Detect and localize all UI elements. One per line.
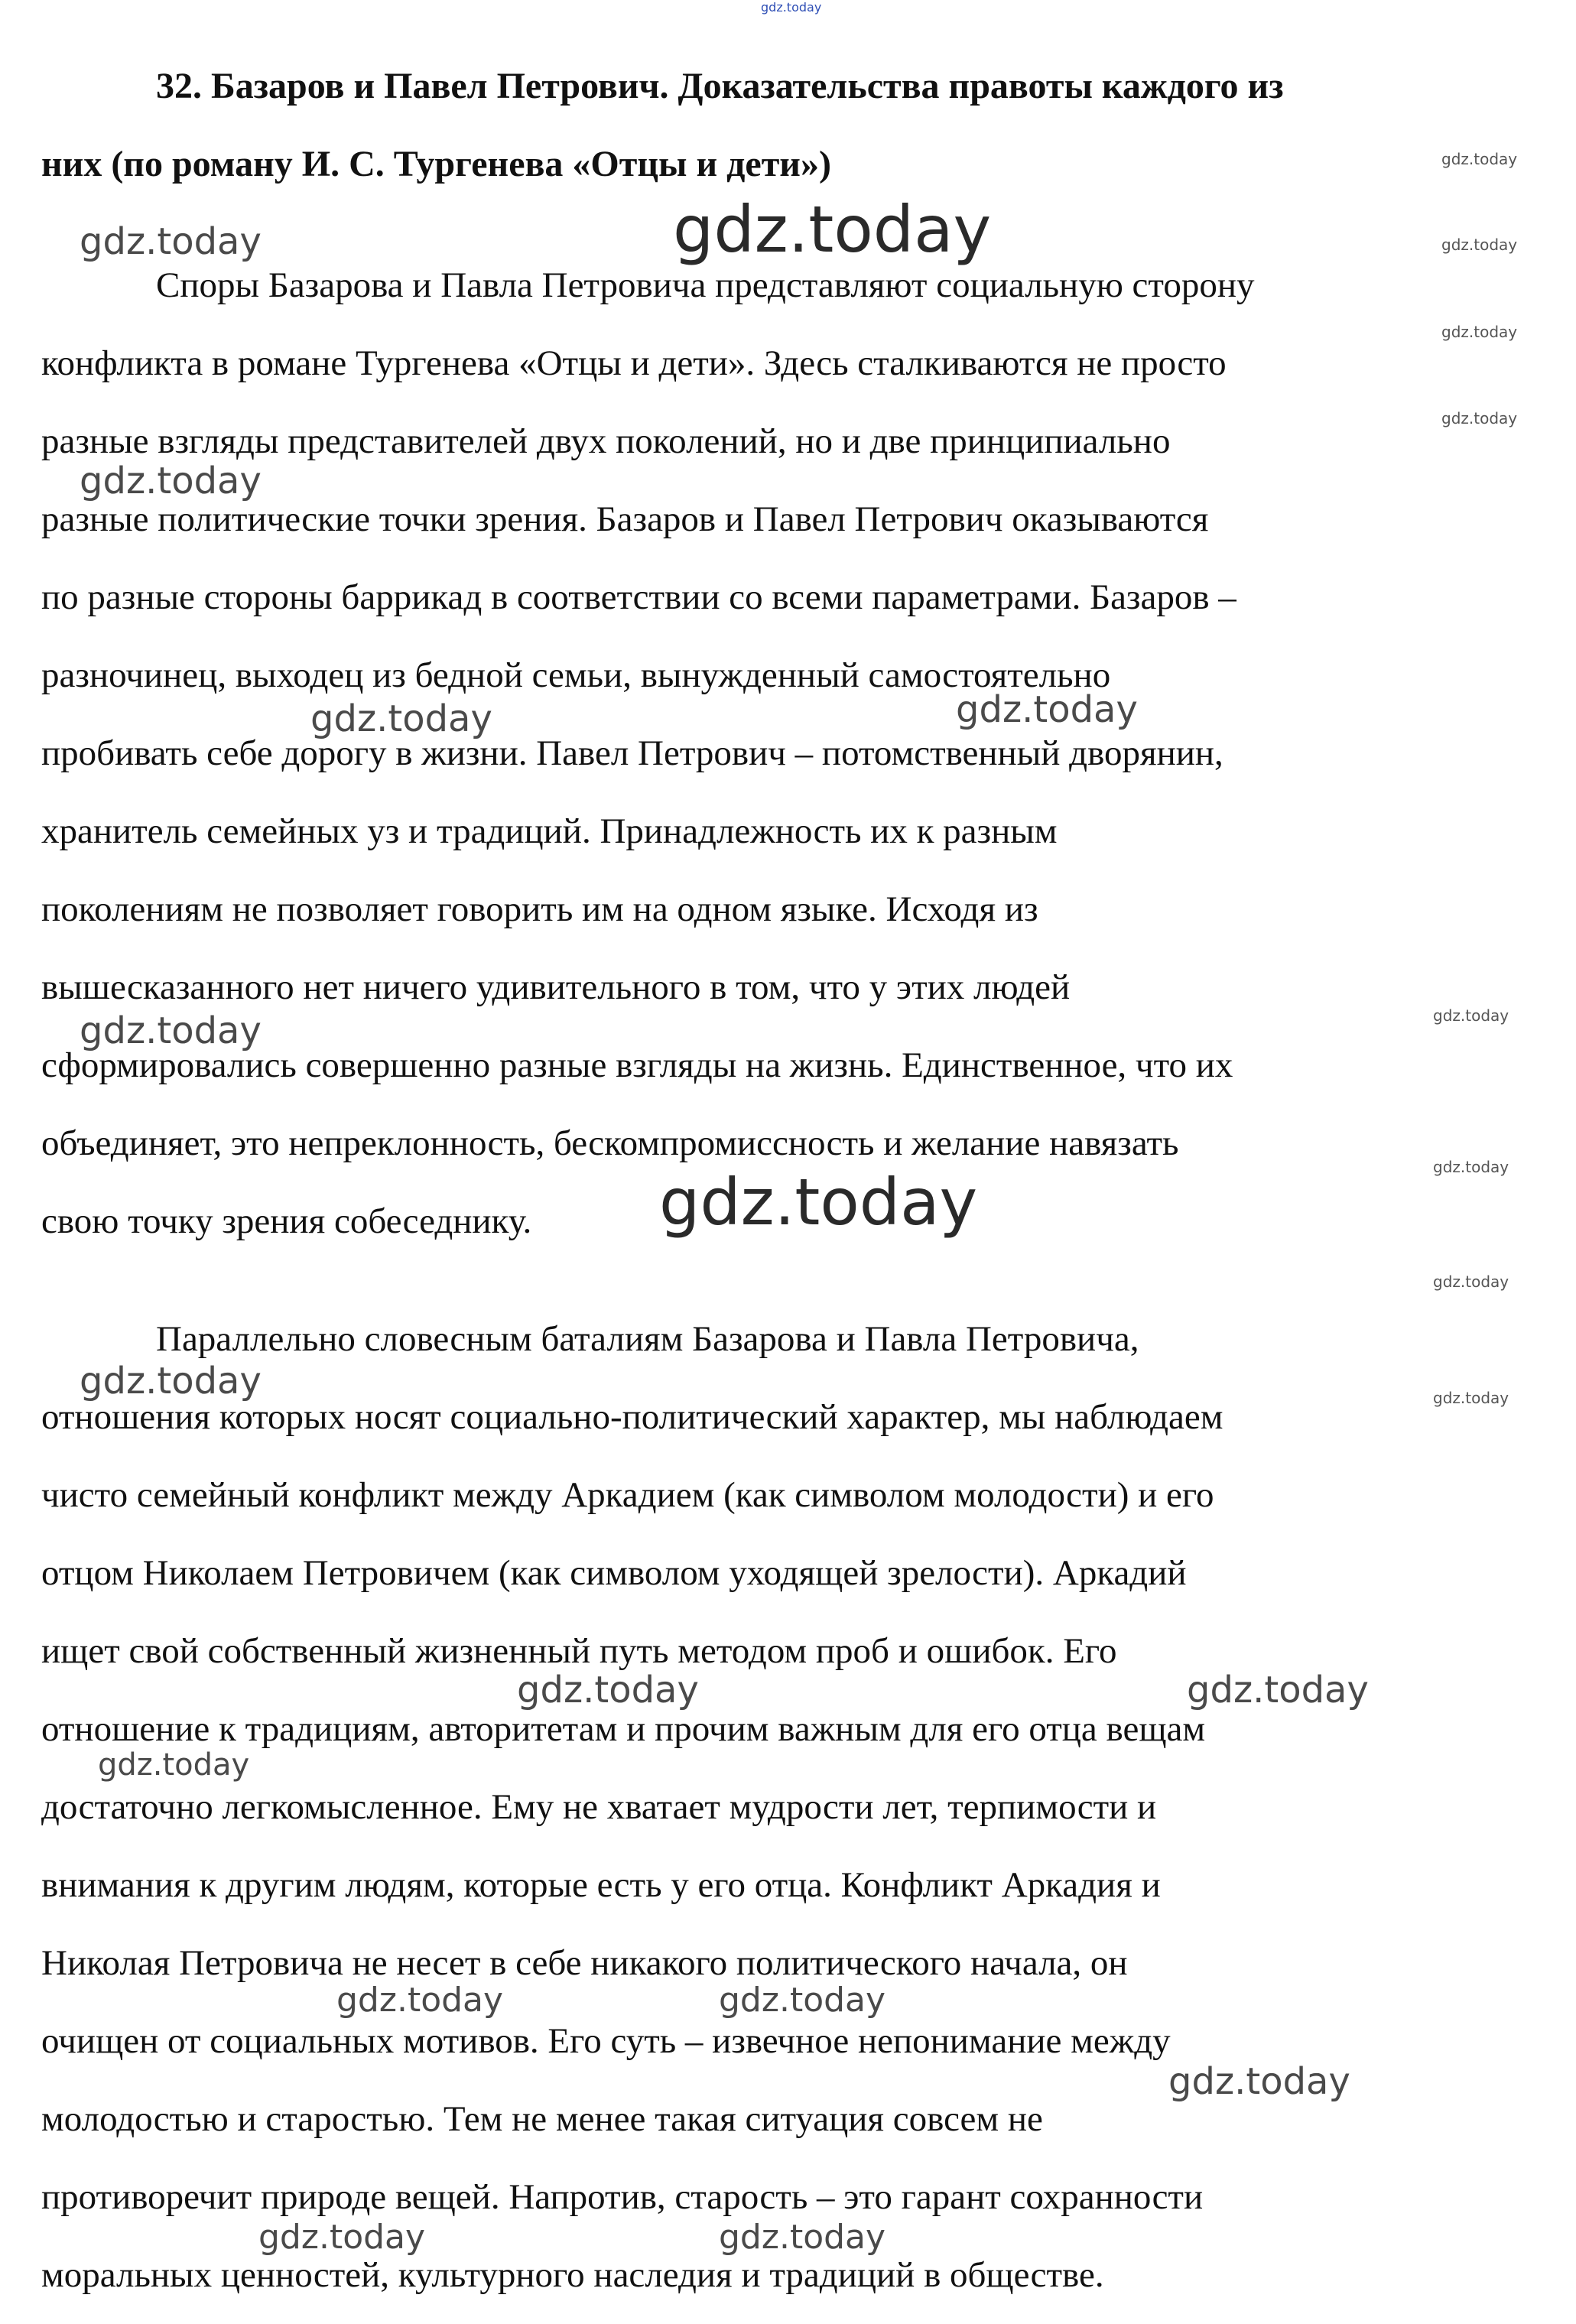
paragraph-1 (41, 246, 1563, 1260)
watermark: gdz.today (1441, 409, 1518, 427)
paragraph-line: разные взгляды представителей двух поколений, но и две принципиально (41, 421, 1171, 461)
watermark: gdz.today (673, 192, 992, 267)
title-line-1: 32. Базаров и Павел Петрович. Доказательства правоты каждого из (156, 66, 1284, 106)
paragraph-line: сформировались совершенно разные взгляды на жизнь. Единственное, что их (41, 1045, 1233, 1085)
watermark: gdz.today (310, 697, 492, 740)
watermark: gdz.today (258, 2218, 426, 2257)
watermark: gdz.today (659, 1165, 978, 1240)
watermark: gdz.today (80, 1009, 262, 1052)
paragraph-line: разные политические точки зрения. Базаров и Павел Петрович оказываются (41, 499, 1209, 539)
watermark: gdz.today (1187, 1669, 1369, 1711)
title-line-2: них (по роману И. С. Тургенева «Отцы и дети») (41, 144, 831, 184)
paragraph-line: чисто семейный конфликт между Аркадием (как символом молодости) и его (41, 1475, 1214, 1515)
paragraph-line: отцом Николаем Петровичем (как символом уходящей зрелости). Аркадий (41, 1553, 1187, 1593)
watermark: gdz.today (336, 1981, 504, 2020)
paragraph-line: противоречит природе вещей. Напротив, старость – это гарант сохранности (41, 2177, 1204, 2217)
watermark: gdz.today (719, 1981, 886, 2020)
watermark: gdz.today (517, 1669, 699, 1711)
paragraph-line: моральных ценностей, культурного наследия и традиций в обществе. (41, 2255, 1104, 2295)
paragraph-line: вышесказанного нет ничего удивительного в том, что у этих людей (41, 967, 1071, 1007)
essay-title (41, 47, 1563, 203)
watermark: gdz.today (719, 2218, 886, 2257)
watermark: gdz.today (1433, 1006, 1509, 1025)
watermark: gdz.today (1441, 150, 1518, 168)
paragraph-line: ищет свой собственный жизненный путь методом проб и ошибок. Его (41, 1631, 1117, 1671)
watermark: gdz.today (98, 1747, 250, 1783)
watermark: gdz.today (956, 688, 1138, 731)
paragraph-line: молодостью и старостью. Тем не менее такая ситуация совсем не (41, 2099, 1043, 2139)
watermark: gdz.today (1441, 323, 1518, 341)
paragraph-line: очищен от социальных мотивов. Его суть – извечное непонимание между (41, 2021, 1171, 2061)
paragraph-line: внимания к другим людям, которые есть у его отца. Конфликт Аркадия и (41, 1865, 1161, 1905)
watermark: gdz.today (1433, 1389, 1509, 1407)
paragraph-2 (41, 1300, 1563, 2314)
paragraph-line: отношения которых носят социально-политический характер, мы наблюдаем (41, 1397, 1223, 1437)
watermark: gdz.today (1168, 2060, 1350, 2103)
paragraph-line: Споры Базарова и Павла Петровича представляют социальную сторону (156, 265, 1255, 305)
paragraph-line: хранитель семейных уз и традиций. Принадлежность их к разным (41, 811, 1058, 851)
paragraph-line: Параллельно словесным баталиям Базарова и Павла Петровича, (156, 1319, 1139, 1359)
watermark: gdz.today (80, 1360, 262, 1403)
paragraph-line: достаточно легкомысленное. Ему не хватает мудрости лет, терпимости и (41, 1787, 1157, 1827)
header-watermark: gdz.today (761, 0, 822, 15)
paragraph-line: отношение к традициям, авторитетам и прочим важным для его отца вещам (41, 1709, 1206, 1749)
paragraph-line: конфликта в романе Тургенева «Отцы и дети». Здесь сталкиваются не просто (41, 343, 1227, 383)
paragraph-line: поколениям не позволяет говорить им на одном языке. Исходя из (41, 889, 1038, 929)
watermark: gdz.today (1433, 1273, 1509, 1291)
watermark: gdz.today (1433, 1158, 1509, 1176)
paragraph-line: Николая Петровича не несет в себе никакого политического начала, он (41, 1943, 1128, 1983)
paragraph-line: объединяет, это непреклонность, бескомпромиссность и желание навязать (41, 1123, 1179, 1163)
watermark: gdz.today (1441, 236, 1518, 254)
paragraph-line: по разные стороны баррикад в соответствии со всеми параметрами. Базаров – (41, 577, 1236, 617)
paragraph-line: свою точку зрения собеседнику. (41, 1201, 532, 1241)
watermark: gdz.today (80, 220, 262, 263)
paragraph-line: разночинец, выходец из бедной семьи, вынужденный самостоятельно (41, 655, 1111, 695)
watermark: gdz.today (80, 460, 262, 502)
paragraph-line: пробивать себе дорогу в жизни. Павел Петрович – потомственный дворянин, (41, 733, 1223, 773)
